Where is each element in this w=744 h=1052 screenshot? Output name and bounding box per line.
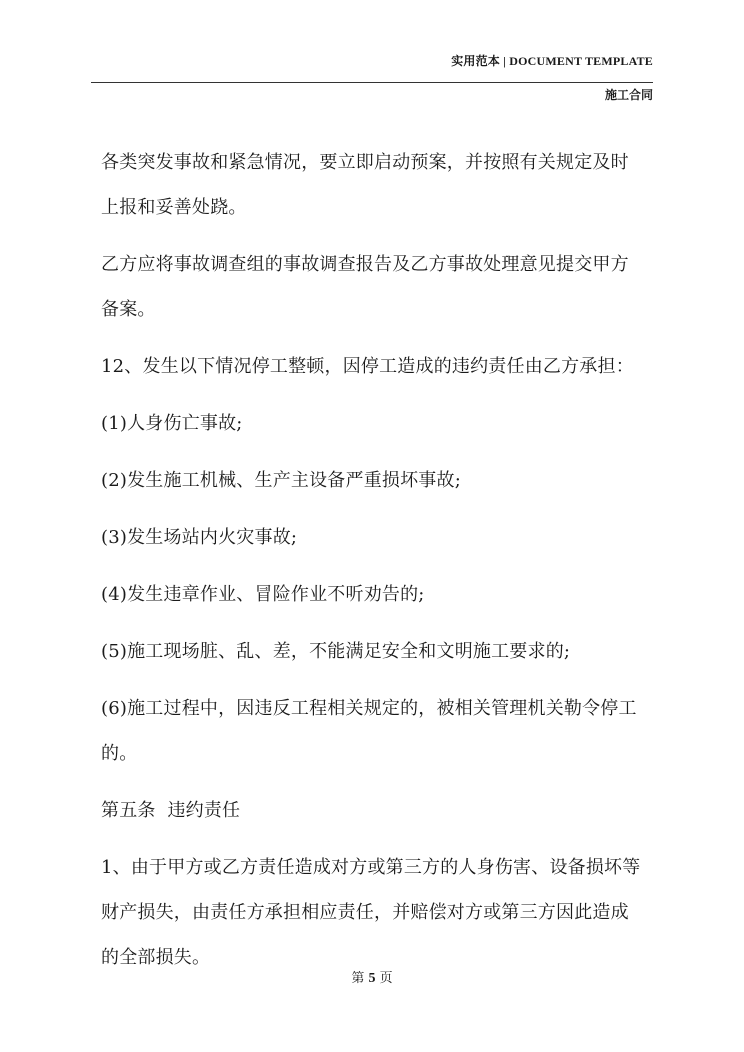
text-line: (1)人身伤亡事故; [101,413,243,434]
page-number-value: 5 [368,971,376,986]
page-number [0,967,744,987]
text-line: (2)发生施工机械、生产主设备严重损坏事故; [101,470,461,491]
header-document-title: 施工合同 [604,88,653,102]
header-rule [91,82,653,83]
text-line: (3)发生场站内火灾事故; [101,527,298,548]
text-line: (5)施工现场脏、乱、差，不能满足安全和文明施工要求的; [101,641,571,662]
list-item [101,401,661,446]
text-line: (6)施工过程中，因违反工程相关规定的，被相关管理机关勒令停工 [101,698,637,719]
document-body [101,140,661,992]
text-line: 1、由于甲方或乙方责任造成对方或第三方的人身伤害、设备损坏等 [101,857,641,878]
text-line: 上报和妥善处跷。 [101,197,247,218]
paragraph [101,845,661,980]
text-line: 备案。 [101,299,156,320]
text-line: 乙方应将事故调查组的事故调查报告及乙方事故处理意见提交甲方 [101,254,629,275]
text-line: 的全部损失。 [101,947,211,968]
page-number-prefix: 第 [351,971,365,986]
text-line: 各类突发事故和紧急情况，要立即启动预案，并按照有关规定及时 [101,152,629,173]
text-line: (4)发生违章作业、冒险作业不听劝告的; [101,584,425,605]
paragraph [101,344,661,389]
list-item [101,572,661,617]
section-heading [101,788,661,833]
list-item [101,515,661,560]
paragraph [101,242,661,332]
page-number-suffix: 页 [379,971,393,986]
list-item [101,686,661,776]
header-template-label: 实用范本 | DOCUMENT TEMPLATE [451,54,653,68]
text-line: 第五条 违约责任 [101,800,241,821]
list-item [101,629,661,674]
list-item [101,458,661,503]
text-line: 的。 [101,743,138,764]
text-line: 12、发生以下情况停工整顿，因停工造成的违约责任由乙方承担： [101,356,634,377]
text-line: 财产损失，由责任方承担相应责任，并赔偿对方或第三方因此造成 [101,902,629,923]
paragraph [101,140,661,230]
